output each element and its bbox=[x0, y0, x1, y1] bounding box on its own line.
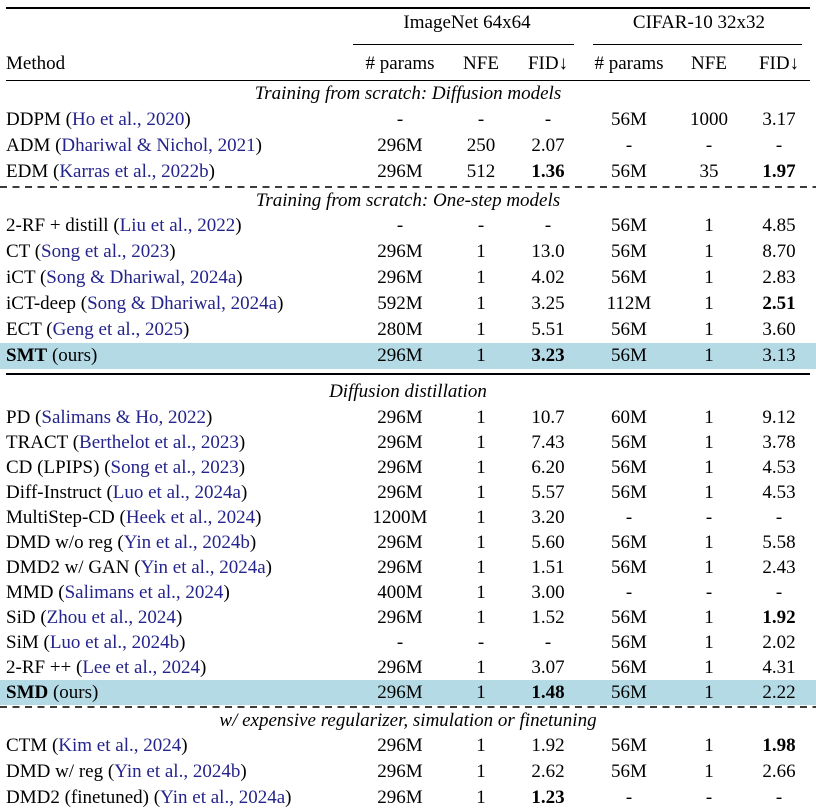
table-row bbox=[0, 655, 816, 680]
cell-fid-cifar: 1.92 bbox=[762, 607, 796, 628]
method-cell: PD (Salimans & Ho, 2022) bbox=[6, 407, 213, 428]
method-name: SMT bbox=[6, 345, 48, 366]
cell-nfe-cifar: 1 bbox=[704, 345, 714, 366]
cell-params-cifar: - bbox=[625, 507, 633, 528]
cell-fid-cifar: - bbox=[775, 135, 783, 156]
method-name: CD (LPIPS) bbox=[6, 457, 100, 478]
method-name: TRACT bbox=[6, 432, 68, 453]
method-name: DMD2 (finetuned) bbox=[6, 787, 149, 808]
method-cell: Diff-Instruct (Luo et al., 2024a) bbox=[6, 482, 248, 503]
cell-fid-imagenet: 3.00 bbox=[531, 582, 565, 603]
cell-params-cifar: 56M bbox=[611, 532, 647, 553]
method-name: ECT bbox=[6, 319, 42, 340]
method-name: DMD2 w/ GAN bbox=[6, 557, 130, 578]
cell-nfe-imagenet: 1 bbox=[476, 682, 486, 703]
method-name: Diff-Instruct bbox=[6, 482, 102, 503]
cell-fid-cifar: - bbox=[775, 582, 783, 603]
cell-fid-cifar: 2.66 bbox=[762, 761, 796, 782]
cell-fid-imagenet: 1.23 bbox=[531, 787, 565, 808]
method-name: SMD bbox=[6, 682, 49, 703]
cell-fid-imagenet: 10.7 bbox=[531, 407, 565, 428]
method-cell: SiD (Zhou et al., 2024) bbox=[6, 607, 183, 628]
cell-params-cifar: 56M bbox=[611, 557, 647, 578]
section-title: Training from scratch: One-step models bbox=[255, 190, 561, 211]
cell-fid-imagenet: 7.43 bbox=[531, 432, 565, 453]
cell-params-cifar: 56M bbox=[611, 432, 647, 453]
col-header-nfe-cifar: NFE bbox=[691, 53, 727, 74]
group-header-imagenet bbox=[346, 9, 588, 45]
cell-params-imagenet: 296M bbox=[377, 787, 423, 808]
citation-link[interactable]: Zhou et al., 2024 bbox=[46, 607, 176, 628]
cell-fid-cifar: 2.22 bbox=[762, 682, 796, 703]
cell-params-cifar: 56M bbox=[611, 109, 647, 130]
cell-params-imagenet: 400M bbox=[377, 582, 423, 603]
cell-fid-imagenet: 1.52 bbox=[531, 607, 565, 628]
cell-nfe-imagenet: 1 bbox=[476, 345, 486, 366]
cell-fid-cifar: 4.53 bbox=[762, 482, 796, 503]
cell-params-cifar: 56M bbox=[611, 607, 647, 628]
cell-nfe-cifar: 1 bbox=[704, 241, 714, 262]
cell-fid-cifar: 2.43 bbox=[762, 557, 796, 578]
table-row bbox=[0, 239, 816, 265]
citation-link[interactable]: Lee et al., 2024 bbox=[82, 657, 200, 678]
cell-fid-imagenet: 1.48 bbox=[531, 682, 565, 703]
table-row bbox=[0, 785, 816, 811]
cell-nfe-imagenet: - bbox=[477, 632, 485, 653]
citation-link[interactable]: Luo et al., 2024a bbox=[112, 482, 241, 503]
col-header-fid-cifar: FID↓ bbox=[758, 53, 800, 74]
cell-params-cifar: - bbox=[625, 787, 633, 808]
cell-nfe-cifar: 1 bbox=[704, 682, 714, 703]
cifar-cmidrule bbox=[593, 44, 802, 45]
method-name: DMD w/ reg bbox=[6, 761, 104, 782]
cell-params-cifar: 56M bbox=[611, 761, 647, 782]
method-cell: 2-RF ++ (Lee et al., 2024) bbox=[6, 657, 207, 678]
table-row bbox=[0, 107, 816, 133]
method-cell: ECT (Geng et al., 2025) bbox=[6, 319, 190, 340]
cell-params-imagenet: 296M bbox=[377, 407, 423, 428]
cell-fid-cifar: 1.98 bbox=[762, 735, 796, 756]
method-column-header: Method bbox=[6, 53, 66, 74]
table-row bbox=[0, 159, 816, 185]
cell-nfe-cifar: - bbox=[705, 582, 713, 603]
dashed-line bbox=[0, 186, 816, 188]
method-name: 2-RF ++ bbox=[6, 657, 72, 678]
cell-nfe-imagenet: 1 bbox=[476, 457, 486, 478]
table-row bbox=[0, 480, 816, 505]
cell-params-cifar: 56M bbox=[611, 735, 647, 756]
cell-params-imagenet: 296M bbox=[377, 457, 423, 478]
table-row bbox=[0, 530, 816, 555]
cell-nfe-cifar: 1 bbox=[704, 215, 714, 236]
cell-nfe-imagenet: 1 bbox=[476, 787, 486, 808]
cell-fid-cifar: 4.85 bbox=[762, 215, 796, 236]
cell-fid-imagenet: - bbox=[544, 109, 552, 130]
cell-nfe-imagenet: 1 bbox=[476, 407, 486, 428]
cell-fid-cifar: 9.12 bbox=[762, 407, 796, 428]
method-cell: MultiStep-CD (Heek et al., 2024) bbox=[6, 507, 262, 528]
citation-link[interactable]: Berthelot et al., 2023 bbox=[79, 432, 239, 453]
cell-params-imagenet: 296M bbox=[377, 607, 423, 628]
cell-nfe-cifar: 1 bbox=[704, 482, 714, 503]
method-cell: iCT (Song & Dhariwal, 2024a) bbox=[6, 267, 243, 288]
method-column-spacer bbox=[6, 9, 346, 45]
table-row bbox=[0, 343, 816, 369]
cell-params-imagenet: - bbox=[396, 109, 404, 130]
method-name: PD bbox=[6, 407, 31, 428]
table-row bbox=[0, 317, 816, 343]
cell-nfe-cifar: 1 bbox=[704, 432, 714, 453]
method-name: MultiStep-CD bbox=[6, 507, 115, 528]
group-label-imagenet: ImageNet 64x64 bbox=[403, 12, 531, 33]
cell-fid-imagenet: - bbox=[544, 215, 552, 236]
table-section bbox=[0, 369, 816, 705]
method-name: iCT-deep bbox=[6, 293, 77, 314]
cell-params-imagenet: 296M bbox=[377, 135, 423, 156]
cell-fid-imagenet: 3.07 bbox=[531, 657, 565, 678]
method-name: CTM bbox=[6, 735, 48, 756]
cell-nfe-imagenet: 1 bbox=[476, 607, 486, 628]
cell-nfe-imagenet: 250 bbox=[466, 135, 496, 156]
cell-nfe-imagenet: 1 bbox=[476, 735, 486, 756]
table-section bbox=[0, 185, 816, 369]
cell-fid-imagenet: 1.92 bbox=[531, 735, 565, 756]
cell-nfe-cifar: 1 bbox=[704, 293, 714, 314]
table-row bbox=[0, 133, 816, 159]
cell-nfe-cifar: - bbox=[705, 135, 713, 156]
cell-fid-imagenet: 2.07 bbox=[531, 135, 565, 156]
cell-fid-cifar: 2.51 bbox=[762, 293, 796, 314]
cell-nfe-cifar: 1 bbox=[704, 632, 714, 653]
method-name: DMD w/o reg bbox=[6, 532, 113, 553]
table-row bbox=[0, 630, 816, 655]
table-body bbox=[0, 81, 816, 811]
cell-params-imagenet: 296M bbox=[377, 432, 423, 453]
cell-fid-cifar: 4.31 bbox=[762, 657, 796, 678]
dashed-line bbox=[0, 706, 816, 708]
cell-nfe-imagenet: - bbox=[477, 215, 485, 236]
cell-nfe-imagenet: 1 bbox=[476, 241, 486, 262]
cell-params-imagenet: 296M bbox=[377, 761, 423, 782]
table-row bbox=[0, 580, 816, 605]
cell-nfe-cifar: 1 bbox=[704, 407, 714, 428]
method-name: iCT bbox=[6, 267, 36, 288]
citation-link[interactable]: Luo et al., 2024b bbox=[49, 632, 180, 653]
cell-fid-cifar: 2.02 bbox=[762, 632, 796, 653]
method-cell: SiM (Luo et al., 2024b) bbox=[6, 632, 186, 653]
cell-nfe-cifar: 35 bbox=[699, 161, 719, 182]
cell-fid-cifar: - bbox=[775, 507, 783, 528]
table-row bbox=[0, 733, 816, 759]
method-cell: DMD w/o reg (Yin et al., 2024b) bbox=[6, 532, 257, 553]
cell-params-cifar: 56M bbox=[611, 632, 647, 653]
method-cell: 2-RF + distill (Liu et al., 2022) bbox=[6, 215, 242, 236]
cell-nfe-imagenet: 1 bbox=[476, 319, 486, 340]
cell-params-cifar: 56M bbox=[611, 319, 647, 340]
cell-params-imagenet: 296M bbox=[377, 657, 423, 678]
group-header-row bbox=[0, 9, 816, 45]
method-name: CT bbox=[6, 241, 30, 262]
method-cell: CTM (Kim et al., 2024) bbox=[6, 735, 188, 756]
cell-params-cifar: 56M bbox=[611, 161, 647, 182]
cell-params-cifar: 112M bbox=[606, 293, 652, 314]
method-name: ADM bbox=[6, 135, 51, 156]
cell-fid-imagenet: 1.36 bbox=[531, 161, 565, 182]
cell-fid-cifar: 3.13 bbox=[762, 345, 796, 366]
cell-params-imagenet: 296M bbox=[377, 557, 423, 578]
cell-fid-imagenet: 5.51 bbox=[531, 319, 565, 340]
citation-link[interactable]: Yin et al., 2024b bbox=[114, 761, 241, 782]
cell-nfe-imagenet: 1 bbox=[476, 507, 486, 528]
cell-fid-imagenet: 2.62 bbox=[531, 761, 565, 782]
table-row bbox=[0, 405, 816, 430]
col-header-params-imagenet: # params bbox=[365, 53, 435, 74]
method-cell: MMD (Salimans et al., 2024) bbox=[6, 582, 230, 603]
cell-nfe-imagenet: 1 bbox=[476, 482, 486, 503]
cell-params-imagenet: 296M bbox=[377, 345, 423, 366]
section-title: Diffusion distillation bbox=[329, 381, 487, 402]
cell-nfe-cifar: 1 bbox=[704, 761, 714, 782]
col-header-fid-imagenet: FID↓ bbox=[527, 53, 569, 74]
cell-fid-cifar: 8.70 bbox=[762, 241, 796, 262]
cell-params-cifar: - bbox=[625, 582, 633, 603]
cell-params-cifar: - bbox=[625, 135, 633, 156]
method-cell: DMD2 (finetuned) (Yin et al., 2024a) bbox=[6, 787, 292, 808]
cell-fid-imagenet: 3.23 bbox=[531, 345, 565, 366]
col-header-params-cifar: # params bbox=[594, 53, 664, 74]
method-name: SiD bbox=[6, 607, 36, 628]
cell-params-imagenet: 1200M bbox=[372, 507, 428, 528]
section-rule bbox=[6, 369, 810, 375]
method-cell: SMT (ours) bbox=[6, 345, 98, 366]
citation-link[interactable]: Yin et al., 2024a bbox=[140, 557, 266, 578]
table-row bbox=[0, 759, 816, 785]
cell-fid-cifar: 3.17 bbox=[762, 109, 796, 130]
table-row bbox=[0, 265, 816, 291]
cell-params-cifar: 56M bbox=[611, 215, 647, 236]
method-cell: CD (LPIPS) (Song et al., 2023) bbox=[6, 457, 246, 478]
citation-link[interactable]: Yin et al., 2024a bbox=[160, 787, 286, 808]
cell-fid-cifar: 3.78 bbox=[762, 432, 796, 453]
cell-fid-cifar: 1.97 bbox=[762, 161, 796, 182]
cell-params-imagenet: 296M bbox=[377, 482, 423, 503]
cell-nfe-cifar: 1 bbox=[704, 557, 714, 578]
cell-params-imagenet: - bbox=[396, 632, 404, 653]
citation-link[interactable]: Song & Dhariwal, 2024a bbox=[87, 293, 278, 314]
method-cell: EDM (Karras et al., 2022b) bbox=[6, 161, 215, 182]
cell-nfe-imagenet: 1 bbox=[476, 432, 486, 453]
cell-nfe-imagenet: 512 bbox=[466, 161, 496, 182]
method-name: MMD bbox=[6, 582, 54, 603]
cell-nfe-imagenet: 1 bbox=[476, 582, 486, 603]
cell-nfe-imagenet: 1 bbox=[476, 557, 486, 578]
cell-params-cifar: 56M bbox=[611, 657, 647, 678]
cell-nfe-cifar: 1 bbox=[704, 319, 714, 340]
cell-params-imagenet: - bbox=[396, 215, 404, 236]
cell-fid-imagenet: 13.0 bbox=[531, 241, 565, 262]
cell-nfe-cifar: 1 bbox=[704, 267, 714, 288]
cell-params-imagenet: 296M bbox=[377, 241, 423, 262]
citation-link[interactable]: Geng et al., 2025 bbox=[52, 319, 183, 340]
table-row bbox=[0, 605, 816, 630]
cell-nfe-imagenet: 1 bbox=[476, 657, 486, 678]
cell-nfe-cifar: 1 bbox=[704, 532, 714, 553]
cell-params-cifar: 56M bbox=[611, 682, 647, 703]
table-row bbox=[0, 505, 816, 530]
table-row bbox=[0, 430, 816, 455]
citation-link[interactable]: Heek et al., 2024 bbox=[125, 507, 256, 528]
cell-nfe-cifar: 1 bbox=[704, 607, 714, 628]
cell-nfe-imagenet: 1 bbox=[476, 761, 486, 782]
citation-link[interactable]: Dhariwal & Nichol, 2021 bbox=[61, 135, 256, 156]
table-section bbox=[0, 705, 816, 811]
cell-params-cifar: 56M bbox=[611, 267, 647, 288]
table-row bbox=[0, 455, 816, 480]
cell-fid-cifar: - bbox=[775, 787, 783, 808]
cell-params-imagenet: 296M bbox=[377, 161, 423, 182]
cell-params-imagenet: 296M bbox=[377, 735, 423, 756]
citation-link[interactable]: Salimans & Ho, 2022 bbox=[41, 407, 207, 428]
cell-nfe-imagenet: 1 bbox=[476, 267, 486, 288]
method-cell: CT (Song et al., 2023) bbox=[6, 241, 176, 262]
cell-params-cifar: 56M bbox=[611, 457, 647, 478]
method-name: DDPM bbox=[6, 109, 61, 130]
cell-nfe-imagenet: 1 bbox=[476, 532, 486, 553]
section-title: Training from scratch: Diffusion models bbox=[254, 83, 562, 104]
citation-link[interactable]: Ho et al., 2020 bbox=[71, 109, 185, 130]
cell-params-cifar: 56M bbox=[611, 345, 647, 366]
cell-params-imagenet: 296M bbox=[377, 682, 423, 703]
cell-fid-imagenet: 5.60 bbox=[531, 532, 565, 553]
cell-params-imagenet: 592M bbox=[377, 293, 423, 314]
cell-nfe-cifar: 1 bbox=[704, 457, 714, 478]
method-cell: DMD w/ reg (Yin et al., 2024b) bbox=[6, 761, 247, 782]
table-row bbox=[0, 555, 816, 580]
cell-fid-imagenet: 6.20 bbox=[531, 457, 565, 478]
cell-fid-imagenet: 1.51 bbox=[531, 557, 565, 578]
method-cell: DDPM (Ho et al., 2020) bbox=[6, 109, 191, 130]
cell-nfe-imagenet: - bbox=[477, 109, 485, 130]
method-cell: iCT-deep (Song & Dhariwal, 2024a) bbox=[6, 293, 284, 314]
col-header-nfe-imagenet: NFE bbox=[463, 53, 499, 74]
cell-fid-cifar: 2.83 bbox=[762, 267, 796, 288]
method-cell: SMD (ours) bbox=[6, 682, 99, 703]
citation-link[interactable]: Song & Dhariwal, 2024a bbox=[46, 267, 237, 288]
citation-link[interactable]: Salimans et al., 2024 bbox=[64, 582, 224, 603]
cell-params-cifar: 56M bbox=[611, 241, 647, 262]
cell-nfe-cifar: 1 bbox=[704, 735, 714, 756]
method-name: SiM bbox=[6, 632, 39, 653]
cell-params-cifar: 56M bbox=[611, 482, 647, 503]
method-cell: ADM (Dhariwal & Nichol, 2021) bbox=[6, 135, 262, 156]
cell-nfe-cifar: 1000 bbox=[690, 109, 728, 130]
cell-fid-imagenet: 3.20 bbox=[531, 507, 565, 528]
cell-nfe-cifar: - bbox=[705, 507, 713, 528]
cell-fid-imagenet: 5.57 bbox=[531, 482, 565, 503]
table-section bbox=[0, 81, 816, 185]
cell-fid-imagenet: 4.02 bbox=[531, 267, 565, 288]
table-row bbox=[0, 291, 816, 317]
cell-fid-cifar: 4.53 bbox=[762, 457, 796, 478]
section-title: w/ expensive regularizer, simulation or finetuning bbox=[219, 710, 597, 731]
imagenet-cmidrule bbox=[353, 44, 574, 45]
method-name: EDM bbox=[6, 161, 49, 182]
citation-link[interactable]: Karras et al., 2022b bbox=[59, 161, 209, 182]
cell-nfe-cifar: 1 bbox=[704, 657, 714, 678]
cell-params-imagenet: 296M bbox=[377, 532, 423, 553]
cell-params-cifar: 60M bbox=[611, 407, 647, 428]
group-header-cifar bbox=[588, 9, 810, 45]
cell-fid-imagenet: - bbox=[544, 632, 552, 653]
method-name: 2-RF + distill bbox=[6, 215, 109, 236]
sub-header-row bbox=[0, 45, 816, 80]
citation-link[interactable]: Song et al., 2023 bbox=[110, 457, 239, 478]
group-label-cifar: CIFAR-10 32x32 bbox=[632, 12, 766, 33]
method-cell: TRACT (Berthelot et al., 2023) bbox=[6, 432, 246, 453]
method-cell: DMD2 w/ GAN (Yin et al., 2024a) bbox=[6, 557, 272, 578]
cell-params-imagenet: 296M bbox=[377, 267, 423, 288]
cell-nfe-cifar: - bbox=[705, 787, 713, 808]
cell-params-imagenet: 280M bbox=[377, 319, 423, 340]
cell-fid-imagenet: 3.25 bbox=[531, 293, 565, 314]
table-row bbox=[0, 680, 816, 705]
cell-nfe-imagenet: 1 bbox=[476, 293, 486, 314]
table-row bbox=[0, 213, 816, 239]
cell-fid-cifar: 5.58 bbox=[762, 532, 796, 553]
citation-link[interactable]: Liu et al., 2022 bbox=[119, 215, 236, 236]
citation-link[interactable]: Kim et al., 2024 bbox=[58, 735, 182, 756]
citation-link[interactable]: Yin et al., 2024b bbox=[123, 532, 250, 553]
cell-fid-cifar: 3.60 bbox=[762, 319, 796, 340]
citation-link[interactable]: Song et al., 2023 bbox=[41, 241, 170, 262]
